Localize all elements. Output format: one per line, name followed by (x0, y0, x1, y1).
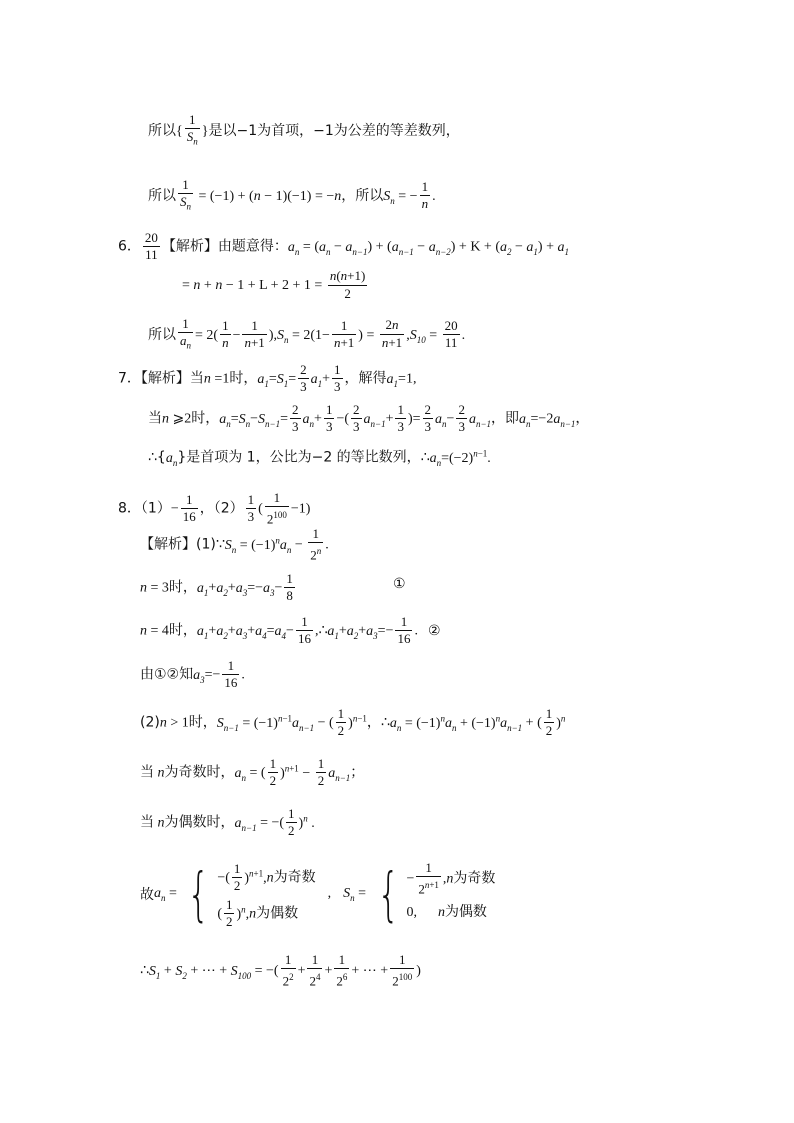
problem-6-line-1: 6． $\frac{20}{11}$ 【解析】由题意得：$a_n = (a_n - a_{n-1}) + (a_{n-1} - a_{n-2}) + K + (a_2 - a_1) + a_1$ (118, 230, 569, 262)
line-1: 所以{ $\frac{1}{S_n}$ }是以−1为首项，−1为公差的等差数列， (148, 112, 460, 147)
problem-8-piecewise: 故$a_n$ = { −( $\frac{1}{2}$ )$^{n+1}$,n为奇数 ( $\frac{1}{2}$ )$^n$,n为偶数 , $S_n$ = { − $\frac{1}{2^{n+1}}$ ,n为奇数 0, n为偶数 (140, 859, 496, 930)
problem-8-sum: $\therefore S_1 + S_2$ + ⋯ + $S_{100}$ = −( $\frac{1}{2^2}$ + $\frac{1}{2^4}$ + $\frac{1}{2^6}$ + ⋯ + $\frac{1}{2^{100}}$ ) (140, 952, 421, 989)
problem-8-odd: 当 n为奇数时，$a_n$ = ( $\frac{1}{2}$ )$^{n+1}$ − $\frac{1}{2}$ $a_{n-1}$； (140, 756, 365, 788)
problem-7-line-3: $\therefore\{a_n\}$是首项为 1，公比为−2 的等比数列，$\therefore a_n=(-2)^{n-1}$. (148, 448, 491, 468)
problem-8-analysis-4: 由①②知$a_3=-$ $\frac{1}{16}$ . (140, 658, 245, 690)
problem-8-analysis-1: 【解析】$(1)\because S_n = (-1)^na_n$ − $\frac{1}{2^n}$ . (140, 526, 329, 563)
circle-two: ② (427, 622, 441, 639)
problem-7-line-2: 当n ⩾2时，$a_n=S_n-S_{n-1}=$ $\frac{2}{3}$ $a_n+$ $\frac{1}{3}$ −( $\frac{2}{3}$ $a_{n-1}+$ $\frac{1}{3}$ )= $\frac{2}{3}$ $a_n-$ $\frac{2}{3}$ $a_{n-1}$，即$a_n=-2a_{n-1}$， (148, 402, 590, 434)
problem-8-analysis-5: (2)n > 1时，$S_{n-1} = (-1)^{n-1}a_{n-1}$ − ( $\frac{1}{2}$ )$^{n-1}$，$\therefore a_n = (-1)^na_n + (-1)^na_{n-1}$ + ( $\frac{1}{2}$ )$^n$ (140, 706, 566, 738)
circle-one: ① (393, 576, 406, 592)
problem-7-line-1: 7．【解析】当n =1时，$a_1=S_1=$ $\frac{2}{3}$ $a_1+$ $\frac{1}{3}$ ，解得$a_1=1$, (118, 362, 417, 394)
problem-8-even: 当 n为偶数时，$a_{n-1}$ = −( $\frac{1}{2}$ )$^n$ . (140, 806, 315, 838)
line-2: 所以 $\frac{1}{S_n}$ = (−1) + (n − 1)(−1) = −n，所以$S_n$ = − $\frac{1}{n}$ . (148, 177, 436, 212)
problem-8-answer: 8．（1）− $\frac{1}{16}$ ，（2） $\frac{1}{3}$ ( $\frac{1}{2^{100}}$ −1) (118, 490, 311, 527)
problem-8-analysis-3: n = 4时，$a_1+a_2+a_3+a_4=a_4-$ $\frac{1}{16}$ $,\therefore a_1+a_2+a_3=-$ $\frac{1}{16}$ . ② (140, 614, 441, 646)
problem-6-line-2: = n + n − 1 + L + 2 + 1 = $\frac{n(n+1)}{2}$ (182, 268, 366, 301)
problem-8-analysis-2: n = 3时，$a_1+a_2+a_3=-a_3-$ $\frac{1}{8}$ (140, 571, 293, 603)
problem-6-line-3: 所以 $\frac{1}{a_n}$ = 2( $\frac{1}{n}$ − $\frac{1}{n+1}$ )$,S_n = 2(1-$ $\frac{1}{n+1}$ ) = $\frac{2n}{n+1}$ $,S_{10}$ = $\frac{20}{11}$ . (148, 316, 466, 351)
